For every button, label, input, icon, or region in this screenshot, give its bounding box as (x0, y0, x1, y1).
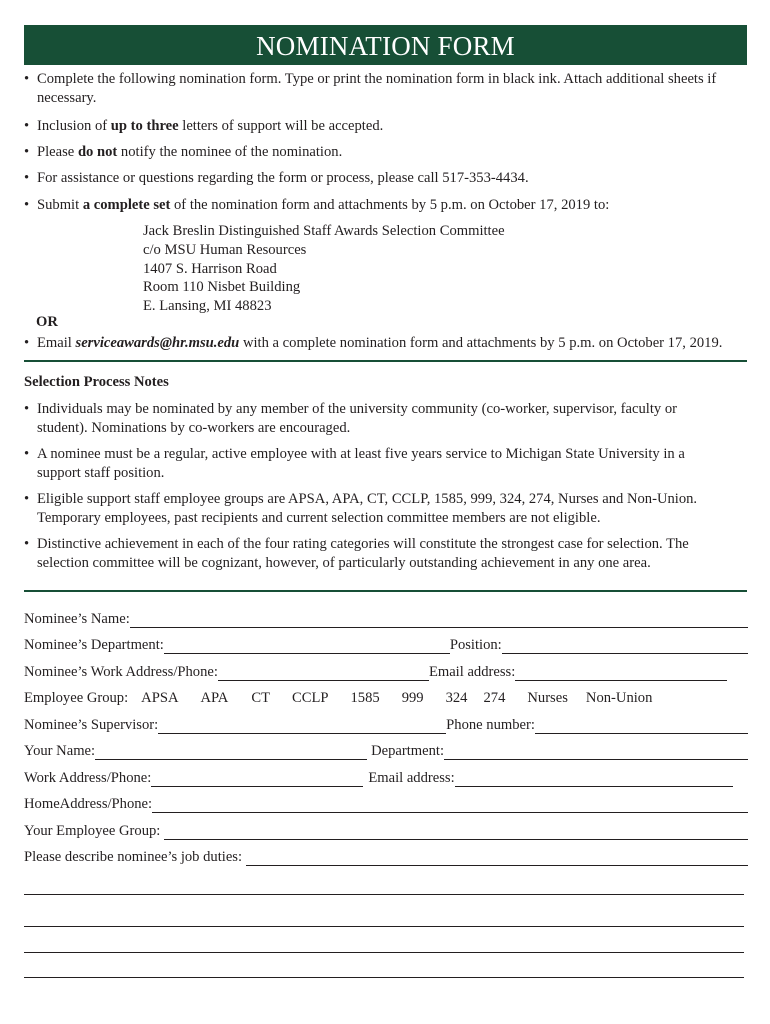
your-email-field[interactable] (455, 771, 733, 787)
note-item: • Distinctive achievement in each of the four rating categories will constitute the strongest case for selection. The selection committee will be cognizant, however, of particularly outstanding achievement in any one area. (24, 536, 689, 571)
section-divider (24, 590, 747, 592)
home-address-field[interactable] (152, 797, 748, 813)
instruction-item: • For assistance or questions regarding the form or process, please call 517-353-4434. (24, 170, 529, 186)
nominee-name-field[interactable] (130, 612, 748, 628)
your-employee-group-field[interactable] (164, 824, 748, 840)
job-duties-extra-line[interactable] (24, 977, 744, 978)
nominee-supervisor-field[interactable] (158, 718, 446, 734)
form-title: NOMINATION FORM (256, 31, 515, 61)
group-option-nurses[interactable]: Nurses (527, 690, 568, 706)
your-work-address-row: Work Address/Phone: Email address: (24, 767, 748, 787)
your-work-address-field[interactable] (151, 771, 363, 787)
group-option-324[interactable]: 324 (445, 690, 468, 706)
job-duties-field[interactable] (246, 850, 748, 866)
your-employee-group-row: Your Employee Group: (24, 820, 748, 840)
group-option-cclp[interactable]: CCLP (292, 690, 329, 706)
nominee-department-row: Nominee’s Department: Position: (24, 634, 748, 654)
group-option-274[interactable]: 274 (483, 690, 506, 706)
nominee-name-row: Nominee’s Name: (24, 608, 748, 628)
nominee-department-field[interactable] (164, 638, 450, 654)
instruction-item: • Inclusion of up to three letters of support will be accepted. (24, 118, 384, 134)
home-address-row: HomeAddress/Phone: (24, 793, 748, 813)
group-option-999[interactable]: 999 (401, 690, 424, 706)
or-label: OR (36, 314, 58, 330)
group-option-ct[interactable]: CT (251, 690, 270, 706)
group-option-1585[interactable]: 1585 (350, 690, 380, 706)
nominee-work-address-field[interactable] (218, 665, 429, 681)
group-option-apsa[interactable]: APSA (141, 690, 179, 706)
employee-group-row: Employee Group: APSA APA CT CCLP 1585 999 324 274 Nurses Non-Union (24, 690, 653, 706)
group-option-non-union[interactable]: Non-Union (585, 690, 653, 706)
form-title-banner (24, 25, 747, 65)
group-option-apa[interactable]: APA (200, 690, 229, 706)
position-field[interactable] (502, 638, 748, 654)
selection-notes-title: Selection Process Notes (24, 374, 169, 390)
section-divider (24, 360, 747, 362)
instruction-item: • Please do not notify the nominee of the nomination. (24, 144, 343, 160)
note-item: • Individuals may be nominated by any member of the university community (co-worker, supervisor, faculty or student). Nominations by co-workers are encouraged. (24, 401, 677, 436)
job-duties-extra-line[interactable] (24, 894, 744, 895)
supervisor-row: Nominee’s Supervisor: Phone number: (24, 714, 748, 734)
mailing-address: Jack Breslin Distinguished Staff Awards Selection Committee c/o MSU Human Resources 1407 S. Harrison Road Room 110 Nisbet Building E. Lansing, MI 48823 (143, 223, 505, 315)
job-duties-row: Please describe nominee’s job duties: (24, 846, 748, 866)
nominee-email-field[interactable] (515, 665, 727, 681)
phone-number-field[interactable] (535, 718, 748, 734)
instruction-item: • Complete the following nomination form. Type or print the nomination form in black ink. Attach additional sheets if necessary. (24, 71, 717, 106)
email-link[interactable]: serviceawards@hr.msu.edu (75, 335, 240, 351)
instruction-item-email: • Email serviceawards@hr.msu.edu with a complete nomination form and attachments by 5 p.m. on October 17, 2019. (24, 335, 723, 351)
your-name-row: Your Name: Department: (24, 740, 748, 760)
your-department-field[interactable] (444, 744, 748, 760)
job-duties-extra-line[interactable] (24, 952, 744, 953)
instruction-item: • Submit a complete set of the nomination form and attachments by 5 p.m. on October 17, 2019 to: (24, 197, 610, 213)
work-address-row: Nominee’s Work Address/Phone: Email address: (24, 661, 748, 681)
note-item: • Eligible support staff employee groups are APSA, APA, CT, CCLP, 1585, 999, 324, 274, Nurses and Non-Union. Temporary employees, past recipients and current selection committee members are not eligible. (24, 491, 698, 526)
note-item: • A nominee must be a regular, active employee with at least five years service to Michigan State University in a support staff position. (24, 446, 685, 481)
job-duties-extra-line[interactable] (24, 926, 744, 927)
your-name-field[interactable] (95, 744, 367, 760)
